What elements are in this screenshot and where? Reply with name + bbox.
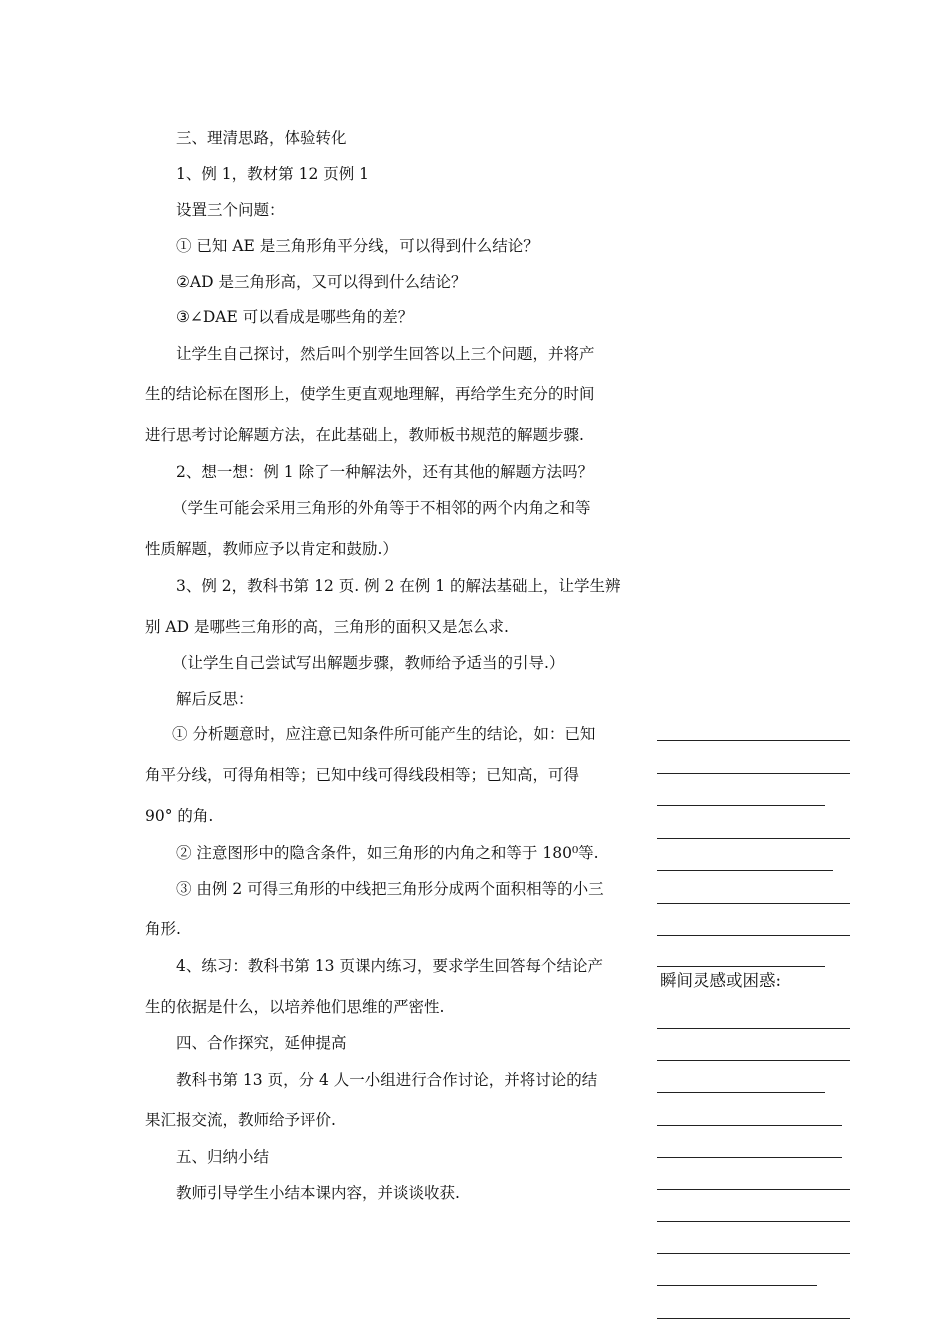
note-rule	[657, 1221, 850, 1222]
note-rule	[657, 740, 850, 741]
text-line: （让学生自己尝试写出解题步骤，教师给予适当的引导.）	[172, 654, 565, 672]
note-rule	[657, 870, 833, 871]
text-line: ① 已知 AE 是三角形角平分线，可以得到什么结论？	[176, 237, 539, 255]
text-line: 角平分线，可得角相等；已知中线可得线段相等；已知高，可得	[145, 766, 580, 784]
note-rule	[657, 1189, 850, 1190]
text-line: 3、例 2，教科书第 12 页. 例 2 在例 1 的解法基础上，让学生辨	[176, 577, 621, 595]
inspiration-heading: 瞬间灵感或困惑:	[660, 971, 782, 990]
text-line: 角形.	[145, 920, 181, 938]
text-line: 教科书第 13 页，分 4 人一小组进行合作讨论，并将讨论的结	[176, 1071, 598, 1089]
note-rule	[657, 773, 850, 774]
text-line: ① 分析题意时，应注意已知条件所可能产生的结论，如：已知	[172, 725, 596, 743]
text-line: 生的依据是什么，以培养他们思维的严密性.	[145, 998, 445, 1016]
text-line: 设置三个问题：	[176, 201, 285, 219]
text-line: 进行思考讨论解题方法，在此基础上，教师板书规范的解题步骤.	[145, 426, 584, 444]
note-rule	[657, 1028, 850, 1029]
text-line: 教师引导学生小结本课内容，并谈谈收获.	[176, 1184, 460, 1202]
text-line: 性质解题，教师应予以肯定和鼓励.）	[145, 540, 398, 558]
text-line: 果汇报交流，教师给予评价.	[145, 1111, 336, 1129]
text-line: 让学生自己探讨，然后叫个别学生回答以上三个问题，并将产	[176, 345, 595, 363]
note-rule	[657, 805, 825, 806]
section-heading-4: 四、合作探究，延伸提高	[176, 1034, 347, 1052]
note-rule	[657, 1253, 850, 1254]
note-rule	[657, 1318, 850, 1319]
note-rule	[657, 1060, 850, 1061]
text-line: 4、练习：教科书第 13 页课内练习，要求学生回答每个结论产	[176, 957, 603, 975]
text-line: ③∠DAE 可以看成是哪些角的差？	[176, 308, 414, 326]
text-line: ②AD 是三角形高，又可以得到什么结论？	[176, 273, 467, 291]
note-rule	[657, 966, 825, 967]
section-heading-5: 五、归纳小结	[176, 1148, 270, 1166]
text-line: 别 AD 是哪些三角形的高，三角形的面积又是怎么求.	[145, 618, 509, 636]
note-rule	[657, 1125, 842, 1126]
text-line: 2、想一想：例 1 除了一种解法外，还有其他的解题方法吗？	[176, 463, 594, 481]
note-rule	[657, 1092, 825, 1093]
note-rule	[657, 1157, 842, 1158]
text-line: ② 注意图形中的隐含条件，如三角形的内角之和等于 180⁰等.	[176, 844, 599, 862]
note-rule	[657, 903, 850, 904]
note-rule	[657, 838, 850, 839]
text-line: 生的结论标在图形上，使学生更直观地理解，再给学生充分的时间	[145, 385, 595, 403]
text-line: 1、例 1，教材第 12 页例 1	[176, 165, 370, 183]
note-rule	[657, 935, 850, 936]
note-rule	[657, 1285, 817, 1286]
section-heading-3: 三、理清思路，体验转化	[176, 129, 347, 147]
text-line: ③ 由例 2 可得三角形的中线把三角形分成两个面积相等的小三	[176, 880, 604, 898]
text-line: （学生可能会采用三角形的外角等于不相邻的两个内角之和等	[172, 499, 591, 517]
text-line: 解后反思：	[176, 690, 254, 708]
text-line: 90° 的角.	[145, 807, 214, 825]
